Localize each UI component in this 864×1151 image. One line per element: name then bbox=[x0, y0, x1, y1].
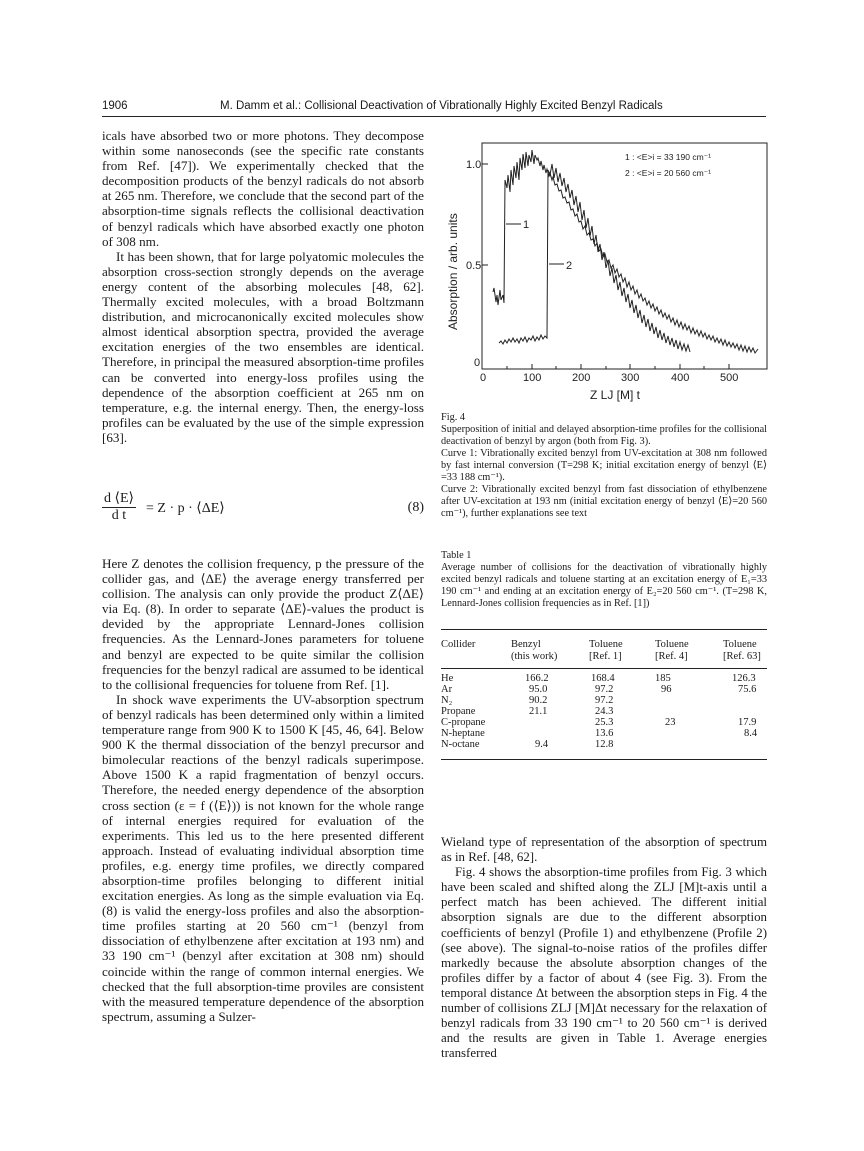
curve-label-leaders bbox=[506, 224, 564, 264]
page-number: 1906 bbox=[102, 100, 128, 112]
x-axis-label: Z LJ [M] t bbox=[590, 388, 641, 402]
left-column-top bbox=[102, 128, 424, 445]
table-rule-top bbox=[441, 629, 767, 630]
table-header-sub: [Ref. 1] bbox=[589, 651, 622, 662]
table-cell: 12.8 bbox=[595, 739, 614, 750]
figure-caption-curve-2: Curve 2: Vibrationally excited benzyl from fast dissociation of ethylbenzene after UV-excitation at 193 nm (initial excitation energy of benzyl ⟨E⟩=20 560 cm⁻¹), further explanations see text bbox=[441, 484, 767, 519]
table-cell: N-octane bbox=[441, 739, 480, 750]
table-header-row bbox=[441, 640, 767, 664]
table-cell: 17.9 bbox=[738, 717, 757, 728]
table-header: Toluene bbox=[655, 639, 689, 650]
table-cell: 24.3 bbox=[595, 706, 614, 717]
table-header-sub: (this work) bbox=[511, 651, 558, 662]
table-cell: 97.2 bbox=[595, 695, 614, 706]
table-cell: 13.6 bbox=[595, 728, 614, 739]
table-cell: 9.4 bbox=[535, 739, 549, 750]
running-title: M. Damm et al.: Collisional Deactivation of Vibrationally Highly Excited Benzyl Radicals bbox=[220, 100, 663, 112]
table-rule-bottom bbox=[441, 759, 767, 760]
table-header-sub: [Ref. 63] bbox=[723, 651, 761, 662]
table-cell: 166.2 bbox=[525, 673, 549, 684]
table-cell: C-propane bbox=[441, 717, 486, 728]
table-cell: 168.4 bbox=[591, 673, 615, 684]
table-cell: 21.1 bbox=[529, 706, 548, 717]
curve-label-1: 1 bbox=[523, 219, 530, 231]
paragraph: Fig. 4 shows the absorption-time profiles from Fig. 3 which have been scaled and shifted along the ZLJ [M]t-axis until a perfect match has been achieved. The different initial absorption signals are due to the different absorption coefficients of benzyl (Profile 1) and ethylbenzene (Profile 2) (see above). The signal-to-noise ratios of the profiles differ markedly because the absolute absorption changes of the profiles differ by a factor of about 4 (see Fig. 3). From the temporal distance Δt between the absorption steps in Fig. 4 the number of collisions ZLJ [M]Δt necessary for the relaxation of benzyl radicals from 33 190 cm⁻¹ to 20 560 cm⁻¹ is derived and the results are given in Table 1. Average energies transferred bbox=[441, 865, 767, 1061]
table-header-sub: [Ref. 4] bbox=[655, 651, 688, 662]
x-tick-label: 300 bbox=[621, 372, 640, 384]
table-cell: 25.3 bbox=[595, 717, 614, 728]
table-header: Toluene bbox=[723, 639, 757, 650]
table-1 bbox=[441, 629, 767, 760]
x-tick-label: 500 bbox=[720, 372, 739, 384]
x-tick-label: 100 bbox=[523, 372, 542, 384]
table-cell: 75.6 bbox=[738, 684, 757, 695]
table-cell: 8.4 bbox=[744, 728, 758, 739]
table-cell: 97.2 bbox=[595, 684, 614, 695]
equation-denominator: d t bbox=[111, 508, 127, 523]
table-cell: Propane bbox=[441, 706, 476, 717]
legend-entry-1: 1 : <E>i = 33 190 cm⁻¹ bbox=[625, 152, 711, 162]
legend-entry-2: 2 : <E>i = 20 560 cm⁻¹ bbox=[625, 168, 711, 178]
table-cell: Ar bbox=[441, 684, 453, 695]
y-tick-label: 0.5 bbox=[466, 260, 482, 272]
paragraph: In shock wave experiments the UV-absorption spectrum of benzyl radicals has been determined only within a limited temperature range from 900 K to 1500 K [45, 46, 64]. Below 900 K the thermal dissociation of the benzyl precursor and bimolecular reactions of the benzyl radicals superimpose. Above 1500 K a rapid fragmentation of benzyl occurs. Therefore, the needed energy dependence of the absorption cross section (ε = f (⟨E⟩)) is not known for the whole range of internal energies required for evaluation of the experiments. This led us to the here presented different approach. Instead of evaluating individual absorption time profiles, e.g. energy time profiles, we directly compared absorption-time profiles belonging to different initial excitation energies. As long as the simple evaluation via Eq. (8) is valid the energy-loss profiles and also the absorption-time profiles starting at 20 560 cm⁻¹ (benzyl from dissociation of ethylbenzene after excitation at 193 nm) and 33 190 cm⁻¹ (benzyl after excitation at 308 nm) should coincide within the range of common internal energies. We checked that the full absorption-time proviles are consistent with the measured temperature dependence of the absorption spectrum, assuming a Sulzer- bbox=[102, 691, 424, 1024]
right-column-bottom bbox=[441, 835, 767, 1061]
x-tick-label: 0 bbox=[480, 372, 487, 384]
equation-rhs: = Z · p · ⟨ΔE⟩ bbox=[146, 501, 225, 516]
table-rule-mid bbox=[441, 668, 767, 669]
equation-numerator: d ⟨E⟩ bbox=[104, 491, 134, 506]
table-cell: N-heptane bbox=[441, 728, 485, 739]
equation-fraction bbox=[102, 490, 136, 524]
paragraph: It has been shown, that for large polyatomic molecules the absorption cross-section strongly depends on the average energy content of the absorbing molecules [48, 62]. Thermally excited molecules, with a broad Boltzmann distribution, and microcanonically excited molecules show almost identical absorption spectra, provided the average excitation energies of the two ensembles are identical. Therefore, in principal the measured absorption-time profiles can be converted into energy-loss profiles using the dependence of the absorption coefficient at 265 nm on temperature, e.g. the internal energy. Then, the energy-loss profiles can be evaluated by the use of the simple expression [63]. bbox=[102, 248, 424, 445]
x-tick-label: 400 bbox=[671, 372, 690, 384]
paragraph: icals have absorbed two or more photons. They decompose within some nanoseconds (see the specific rate constants from Ref. [47]). We experimentally checked that the decomposition products of the benzyl radicals do not absorb at 265 nm. Therefore, we conclude that the second part of the absorption-time signals reflects the collisional deactivation of benzyl radicals which have absorbed exactly one photon of 308 nm. bbox=[102, 128, 424, 249]
table-caption-text: Average number of collisions for the deactivation of vibrationally highly excited benzyl radicals and toluene starting at an excitation energy of E₁=33 190 cm⁻¹ and ending at an excitation energy of E₂=20 560 cm⁻¹. (T=298 K, Lennard-Jones collision frequencies as in Ref. [1]) bbox=[441, 562, 767, 609]
curve-label-2: 2 bbox=[566, 260, 573, 272]
paragraph: Here Z denotes the collision frequency, p the pressure of the collider gas, and ⟨ΔE⟩ the average energy transferred per collision. The analysis can only provide the product Z⟨ΔE⟩ via Eq. (8). In order to separate ⟨ΔE⟩-values the product is devided by the appropriate Lennard-Jones collision frequencies. As the Lennard-Jones parameters for toluene and benzyl are expected to be quite similar the collision frequencies for the benzyl radical are assumed to be identical to the collisional frequencies for toluene from Ref. [1]. bbox=[102, 556, 424, 692]
table-cell: 185 bbox=[655, 673, 671, 684]
table-title: Table 1 bbox=[441, 550, 472, 561]
table-cell: 96 bbox=[661, 684, 672, 695]
y-tick-label: 0 bbox=[474, 357, 481, 369]
table-caption bbox=[441, 550, 767, 610]
equation-8 bbox=[102, 490, 424, 526]
table-cell: 95.0 bbox=[529, 684, 548, 695]
figure-caption-text: Superposition of initial and delayed absorption-time profiles for the collisional deactivation of benzyl by argon (both from Fig. 3). bbox=[441, 424, 767, 447]
figure-4 bbox=[440, 140, 770, 410]
header-rule bbox=[102, 116, 766, 117]
figure-plot bbox=[440, 140, 770, 410]
y-tick-label: 1.0 bbox=[466, 159, 482, 171]
table-header: Collider bbox=[441, 639, 476, 650]
table-cell: 23 bbox=[665, 717, 676, 728]
equation-number: (8) bbox=[407, 500, 424, 515]
curve-1 bbox=[493, 150, 758, 353]
paragraph: Wieland type of representation of the absorption of spectrum as in Ref. [48, 62]. bbox=[441, 835, 767, 865]
table-cell: N₂ bbox=[441, 695, 453, 706]
figure-caption bbox=[441, 412, 767, 520]
left-column-bottom bbox=[102, 556, 424, 1024]
x-tick-label: 200 bbox=[572, 372, 591, 384]
curve-2 bbox=[499, 164, 690, 352]
figure-caption-curve-1: Curve 1: Vibrationally excited benzyl from UV-excitation at 308 nm followed by fast internal conversion (T=298 K; initial excitation energy of benzyl ⟨E⟩=33 188 cm⁻¹). bbox=[441, 448, 767, 483]
table-cell: 126.3 bbox=[732, 673, 756, 684]
y-axis-label: Absorption / arb. units bbox=[446, 213, 460, 330]
table-cell: He bbox=[441, 673, 454, 684]
figure-caption-title: Fig. 4 bbox=[441, 412, 466, 423]
table-header: Benzyl bbox=[511, 639, 541, 650]
table-row bbox=[441, 740, 767, 751]
table-header: Toluene bbox=[589, 639, 623, 650]
table-cell: 90.2 bbox=[529, 695, 548, 706]
